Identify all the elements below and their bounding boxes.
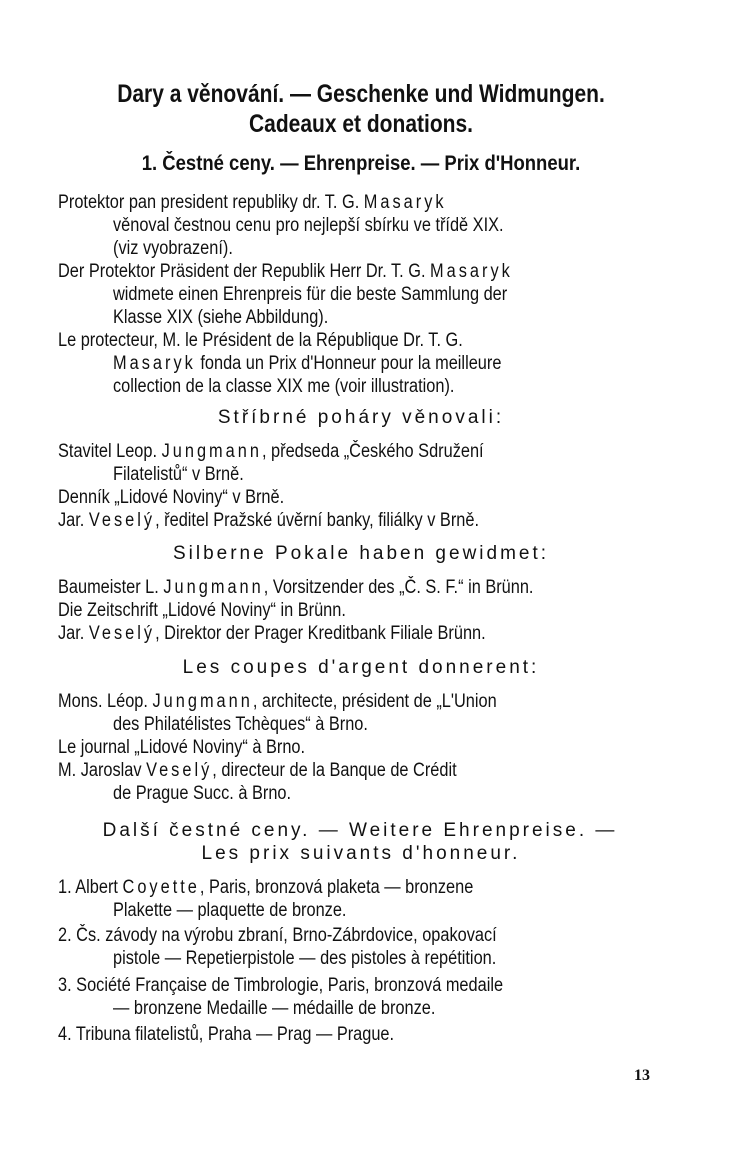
list-item-continuation: de Prague Succ. à Brno. — [113, 783, 292, 804]
item-number: 1. — [58, 877, 72, 898]
name-jungmann: Jungmann — [152, 691, 253, 712]
text: Albert — [75, 877, 123, 898]
list-item — [58, 623, 486, 645]
text: , ředitel Pražské úvěrní banky, filiálky v Brně. — [155, 510, 479, 531]
name-jungmann: Jungmann — [163, 577, 264, 598]
text: , Direktor der Prager Kreditbank Filiale Brünn. — [155, 623, 486, 644]
paragraph-protector-fr-line-3: collection de la classe XIX me (voir illustration). — [113, 376, 455, 397]
paragraph-protector-fr-line-1: Le protecteur, M. le Président de la République Dr. T. G. — [58, 330, 463, 351]
numbered-item-1 — [58, 877, 473, 899]
text: , architecte, président de „L'Union — [252, 691, 497, 712]
item-number: 4. — [58, 1024, 72, 1045]
subheading-silver-cz: Stříbrné poháry věnovali: — [217, 407, 505, 428]
paragraph-protector-de-line-1 — [58, 261, 513, 283]
text: fonda un Prix d'Honneur pour la meilleure — [195, 353, 502, 374]
list-item-continuation: des Philatélistes Tchèques“ à Brno. — [113, 714, 368, 735]
page-title-line-1: Dary a věnování. — Geschenke und Widmungen. — [117, 80, 605, 108]
text: M. Jaroslav — [58, 760, 147, 781]
list-item — [58, 760, 457, 782]
paragraph-protector-cz-line-2: věnoval čestnou cenu pro nejlepší sbírku ve třídě XIX. — [113, 215, 504, 236]
numbered-item-3 — [58, 975, 503, 997]
name-vesely: Veselý — [88, 510, 156, 531]
subheading-further-prizes-line-2: Les prix suivants d'honneur. — [201, 843, 521, 864]
numbered-item-3-continuation: — bronzene Medaille — médaille de bronze. — [113, 998, 436, 1019]
list-item — [58, 510, 479, 532]
text: Jar. — [58, 510, 89, 531]
paragraph-protector-fr-line-2 — [113, 353, 501, 375]
list-item — [58, 441, 484, 463]
text: , Paris, bronzová plaketa — bronzene — [199, 877, 474, 898]
text: Čs. závody na výrobu zbraní, Brno-Zábrdovice, opakovací — [76, 925, 497, 946]
text: , předseda „Českého Sdružení — [261, 441, 484, 462]
list-item: Denník „Lidové Noviny“ v Brně. — [58, 487, 285, 508]
name-masaryk: Masaryk — [363, 192, 447, 213]
numbered-item-1-continuation: Plakette — plaquette de bronze. — [113, 900, 347, 921]
text: Stavitel Leop. — [58, 441, 162, 462]
item-number: 3. — [58, 975, 72, 996]
text: Baumeister L. — [58, 577, 164, 598]
text: Jar. — [58, 623, 89, 644]
list-item: Die Zeitschrift „Lidové Noviny“ in Brünn. — [58, 600, 346, 621]
list-item — [58, 691, 497, 713]
section-heading-honor-prizes: 1. Čestné ceny. — Ehrenpreise. — Prix d'Honneur. — [141, 152, 581, 175]
paragraph-protector-cz-line-1 — [58, 192, 447, 214]
text: , Vorsitzender des „Č. S. F.“ in Brünn. — [263, 577, 534, 598]
name-vesely: Veselý — [146, 760, 213, 781]
page-title-line-2: Cadeaux et donations. — [248, 110, 474, 138]
text: Protektor pan president republiky dr. T. G. — [58, 192, 364, 213]
text: Tribuna filatelistů, Praha — Prag — Prague. — [75, 1024, 395, 1045]
paragraph-protector-de-line-2: widmete einen Ehrenpreis für die beste Sammlung der — [113, 284, 508, 305]
numbered-item-2-continuation: pistole — Repetierpistole — des pistoles à repétition. — [113, 948, 497, 969]
paragraph-protector-cz-line-3: (viz vyobrazení). — [113, 238, 233, 259]
text: Der Protektor Präsident der Republik Herr Dr. T. G. — [58, 261, 431, 282]
name-vesely: Veselý — [88, 623, 156, 644]
numbered-item-4 — [58, 1024, 394, 1046]
item-number: 2. — [58, 925, 72, 946]
text: Société Française de Timbrologie, Paris, bronzová medaile — [76, 975, 504, 996]
page-number: 13 — [634, 1067, 650, 1084]
name-jungmann: Jungmann — [161, 441, 262, 462]
name-masaryk: Masaryk — [430, 261, 513, 282]
paragraph-protector-de-line-3: Klasse XIX (siehe Abbildung). — [113, 307, 329, 328]
numbered-item-2 — [58, 925, 497, 947]
text: , directeur de la Banque de Crédit — [212, 760, 457, 781]
list-item: Le journal „Lidové Noviny“ à Brno. — [58, 737, 306, 758]
list-item — [58, 577, 533, 599]
subheading-silver-de: Silberne Pokale haben gewidmet: — [172, 543, 550, 564]
text: Mons. Léop. — [58, 691, 153, 712]
name-coyette: Coyette — [122, 877, 200, 898]
list-item-continuation: Filatelistů“ v Brně. — [113, 464, 244, 485]
subheading-silver-fr: Les coupes d'argent donnerent: — [182, 657, 540, 678]
subheading-further-prizes-line-1: Další čestné ceny. — Weitere Ehrenpreise. — — [102, 820, 618, 841]
name-masaryk: Masaryk — [113, 353, 196, 374]
